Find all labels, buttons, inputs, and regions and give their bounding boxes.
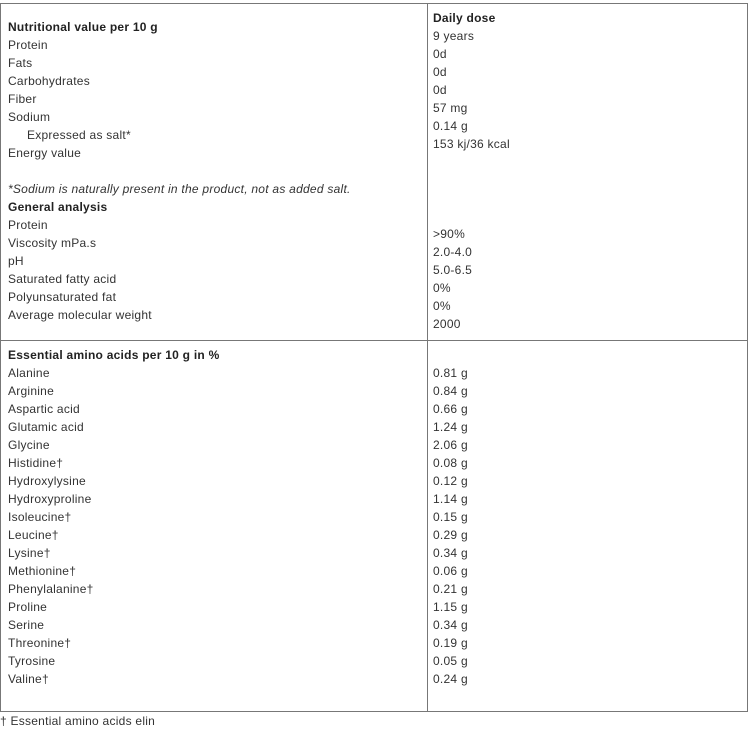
amino-acid-value: 1.14 g bbox=[433, 492, 468, 506]
amino-acid-value: 1.24 g bbox=[433, 420, 468, 434]
amino-acid-value: 0.15 g bbox=[433, 510, 468, 524]
amino-acid-value: 0.81 g bbox=[433, 366, 468, 380]
analysis-row-viscosity: Viscosity mPa.s bbox=[8, 236, 97, 250]
amino-acid-name: Valine† bbox=[8, 672, 49, 686]
footnote: † Essential amino acids elin bbox=[0, 714, 156, 728]
analysis-row-protein: Protein bbox=[8, 218, 48, 232]
analysis-row-molecular-weight: Average molecular weight bbox=[8, 308, 152, 322]
nutrition-row-salt: Expressed as salt* bbox=[27, 128, 131, 142]
amino-acid-name: Hydroxyproline bbox=[8, 492, 92, 506]
amino-acid-name: Proline bbox=[8, 600, 48, 614]
amino-acid-name: Alanine bbox=[8, 366, 50, 380]
amino-acid-value: 0.19 g bbox=[433, 636, 468, 650]
amino-acid-name: Isoleucine† bbox=[8, 510, 72, 524]
daily-value: 153 kj/36 kcal bbox=[433, 137, 510, 151]
analysis-value: 2.0-4.0 bbox=[433, 245, 473, 259]
amino-acid-name: Threonine† bbox=[8, 636, 72, 650]
amino-acid-value: 0.84 g bbox=[433, 384, 468, 398]
nutrition-row-fats: Fats bbox=[8, 56, 33, 70]
amino-acid-name: Aspartic acid bbox=[8, 402, 80, 416]
amino-acid-value: 0.29 g bbox=[433, 528, 468, 542]
amino-acid-name: Methionine† bbox=[8, 564, 77, 578]
amino-acid-value: 0.34 g bbox=[433, 618, 468, 632]
amino-acid-value: 0.21 g bbox=[433, 582, 468, 596]
amino-acid-value: 0.06 g bbox=[433, 564, 468, 578]
amino-acid-name: Histidine† bbox=[8, 456, 64, 470]
amino-acid-name: Arginine bbox=[8, 384, 55, 398]
amino-acid-value: 0.08 g bbox=[433, 456, 468, 470]
amino-acid-value: 0.24 g bbox=[433, 672, 468, 686]
analysis-value: >90% bbox=[433, 227, 466, 241]
nutrition-row-protein: Protein bbox=[8, 38, 48, 52]
amino-acid-name: Serine bbox=[8, 618, 45, 632]
amino-acid-name: Lysine† bbox=[8, 546, 51, 560]
daily-dose-header: Daily dose bbox=[433, 11, 496, 25]
daily-value: 0.14 g bbox=[433, 119, 468, 133]
sodium-note: *Sodium is naturally present in the product, not as added salt. bbox=[8, 182, 351, 196]
amino-acid-name: Leucine† bbox=[8, 528, 59, 542]
amino-acid-value: 0.34 g bbox=[433, 546, 468, 560]
daily-value: 0d bbox=[433, 65, 447, 79]
daily-value: 9 years bbox=[433, 29, 475, 43]
section-divider bbox=[1, 340, 747, 341]
nutrition-row-carbohydrates: Carbohydrates bbox=[8, 74, 90, 88]
nutrition-table bbox=[0, 3, 748, 712]
analysis-row-ph: pH bbox=[8, 254, 24, 268]
amino-acid-value: 0.05 g bbox=[433, 654, 468, 668]
amino-acid-value: 2.06 g bbox=[433, 438, 468, 452]
nutrition-row-fiber: Fiber bbox=[8, 92, 37, 106]
amino-header: Essential amino acids per 10 g in % bbox=[8, 348, 220, 362]
amino-acid-value: 0.66 g bbox=[433, 402, 468, 416]
nutrition-header: Nutritional value per 10 g bbox=[8, 20, 158, 34]
analysis-value: 0% bbox=[433, 281, 451, 295]
analysis-value: 0% bbox=[433, 299, 451, 313]
analysis-row-saturated: Saturated fatty acid bbox=[8, 272, 117, 286]
amino-acid-name: Tyrosine bbox=[8, 654, 56, 668]
amino-acid-name: Glutamic acid bbox=[8, 420, 84, 434]
nutrition-row-energy: Energy value bbox=[8, 146, 82, 160]
analysis-header: General analysis bbox=[8, 200, 108, 214]
column-divider bbox=[427, 4, 428, 711]
analysis-row-polyunsaturated: Polyunsaturated fat bbox=[8, 290, 117, 304]
amino-acid-value: 0.12 g bbox=[433, 474, 468, 488]
amino-acid-name: Phenylalanine† bbox=[8, 582, 94, 596]
amino-acid-value: 1.15 g bbox=[433, 600, 468, 614]
analysis-value: 2000 bbox=[433, 317, 461, 331]
amino-acid-name: Hydroxylysine bbox=[8, 474, 86, 488]
daily-value: 57 mg bbox=[433, 101, 468, 115]
analysis-value: 5.0-6.5 bbox=[433, 263, 473, 277]
daily-value: 0d bbox=[433, 83, 447, 97]
nutrition-row-sodium: Sodium bbox=[8, 110, 51, 124]
daily-value: 0d bbox=[433, 47, 447, 61]
amino-acid-name: Glycine bbox=[8, 438, 50, 452]
